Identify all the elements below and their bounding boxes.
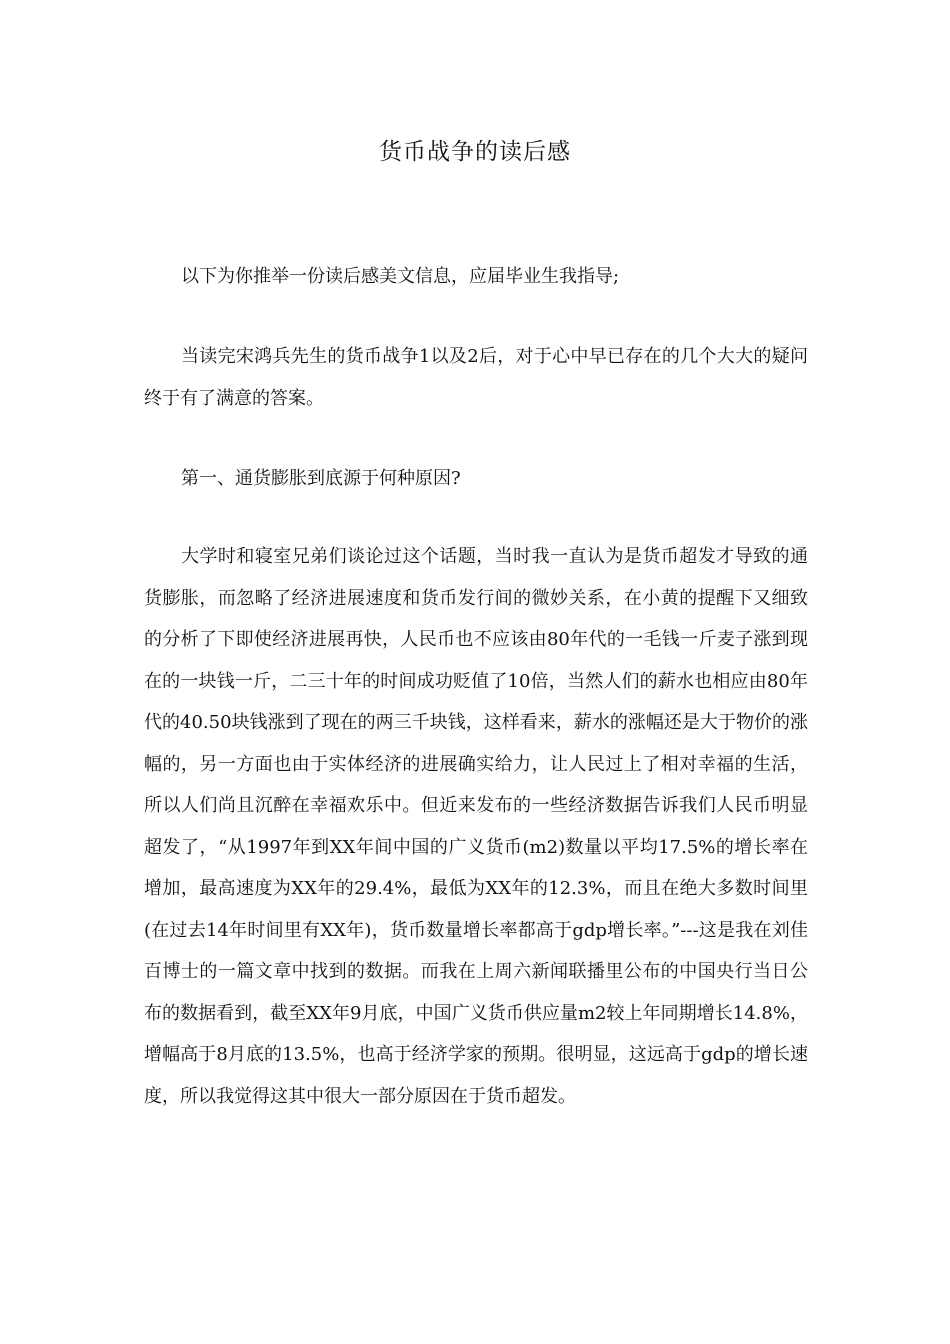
paragraph-intro: 以下为你推举一份读后感美文信息，应届毕业生我指导; [181,266,620,287]
paragraph-opening: 当读完宋鸿兵先生的货币战争1以及2后，对于心中早已存在的几个大大的疑问终于有了满意的答案。 [144,346,808,409]
paragraph-body: 大学时和寝室兄弟们谈论过这个话题，当时我一直认为是货币超发才导致的通货膨胀，而忽略了经济进展速度和货币发行间的微妙关系，在小黄的提醒下又细致的分析了下即使经济进展再快，人民币也不应该由80年代的一毛钱一斤麦子涨到现在的一块钱一斤，二三十年的时间成功贬值了10倍，当然人们的薪水也相应由80年代的40.50块钱涨到了现在的两三千块钱，这样看来，薪水的涨幅还是大于物价的涨幅的，另一方面也由于实体经济的进展确实给力，让人民过上了相对幸福的生活，所以人们尚且沉醉在幸福欢乐中。但近来发布的一些经济数据告诉我们人民币明显超发了，“从1997年到XX年间中国的广义货币(m2)数量以平均17.5%的增长率在增加，最高速度为XX年的29.4%，最低为XX年的12.3%，而且在绝大多数时间里(在过去14年时间里有XX年)，货币数量增长率都高于gdp增长率。”---这是我在刘佳百博士的一篇文章中找到的数据。而我在上周六新闻联播里公布的中国央行当日公布的数据看到，截至XX年9月底，中国广义货币供应量m2较上年同期增长14.8%，增幅高于8月底的13.5%，也高于经济学家的预期。很明显，这远高于gdp的增长速度，所以我觉得这其中很大一部分原因在于货币超发。 [144,546,808,1107]
paragraph-question-heading: 第一、通货膨胀到底源于何种原因? [181,468,461,489]
document-title: 货币战争的读后感 [379,139,571,165]
